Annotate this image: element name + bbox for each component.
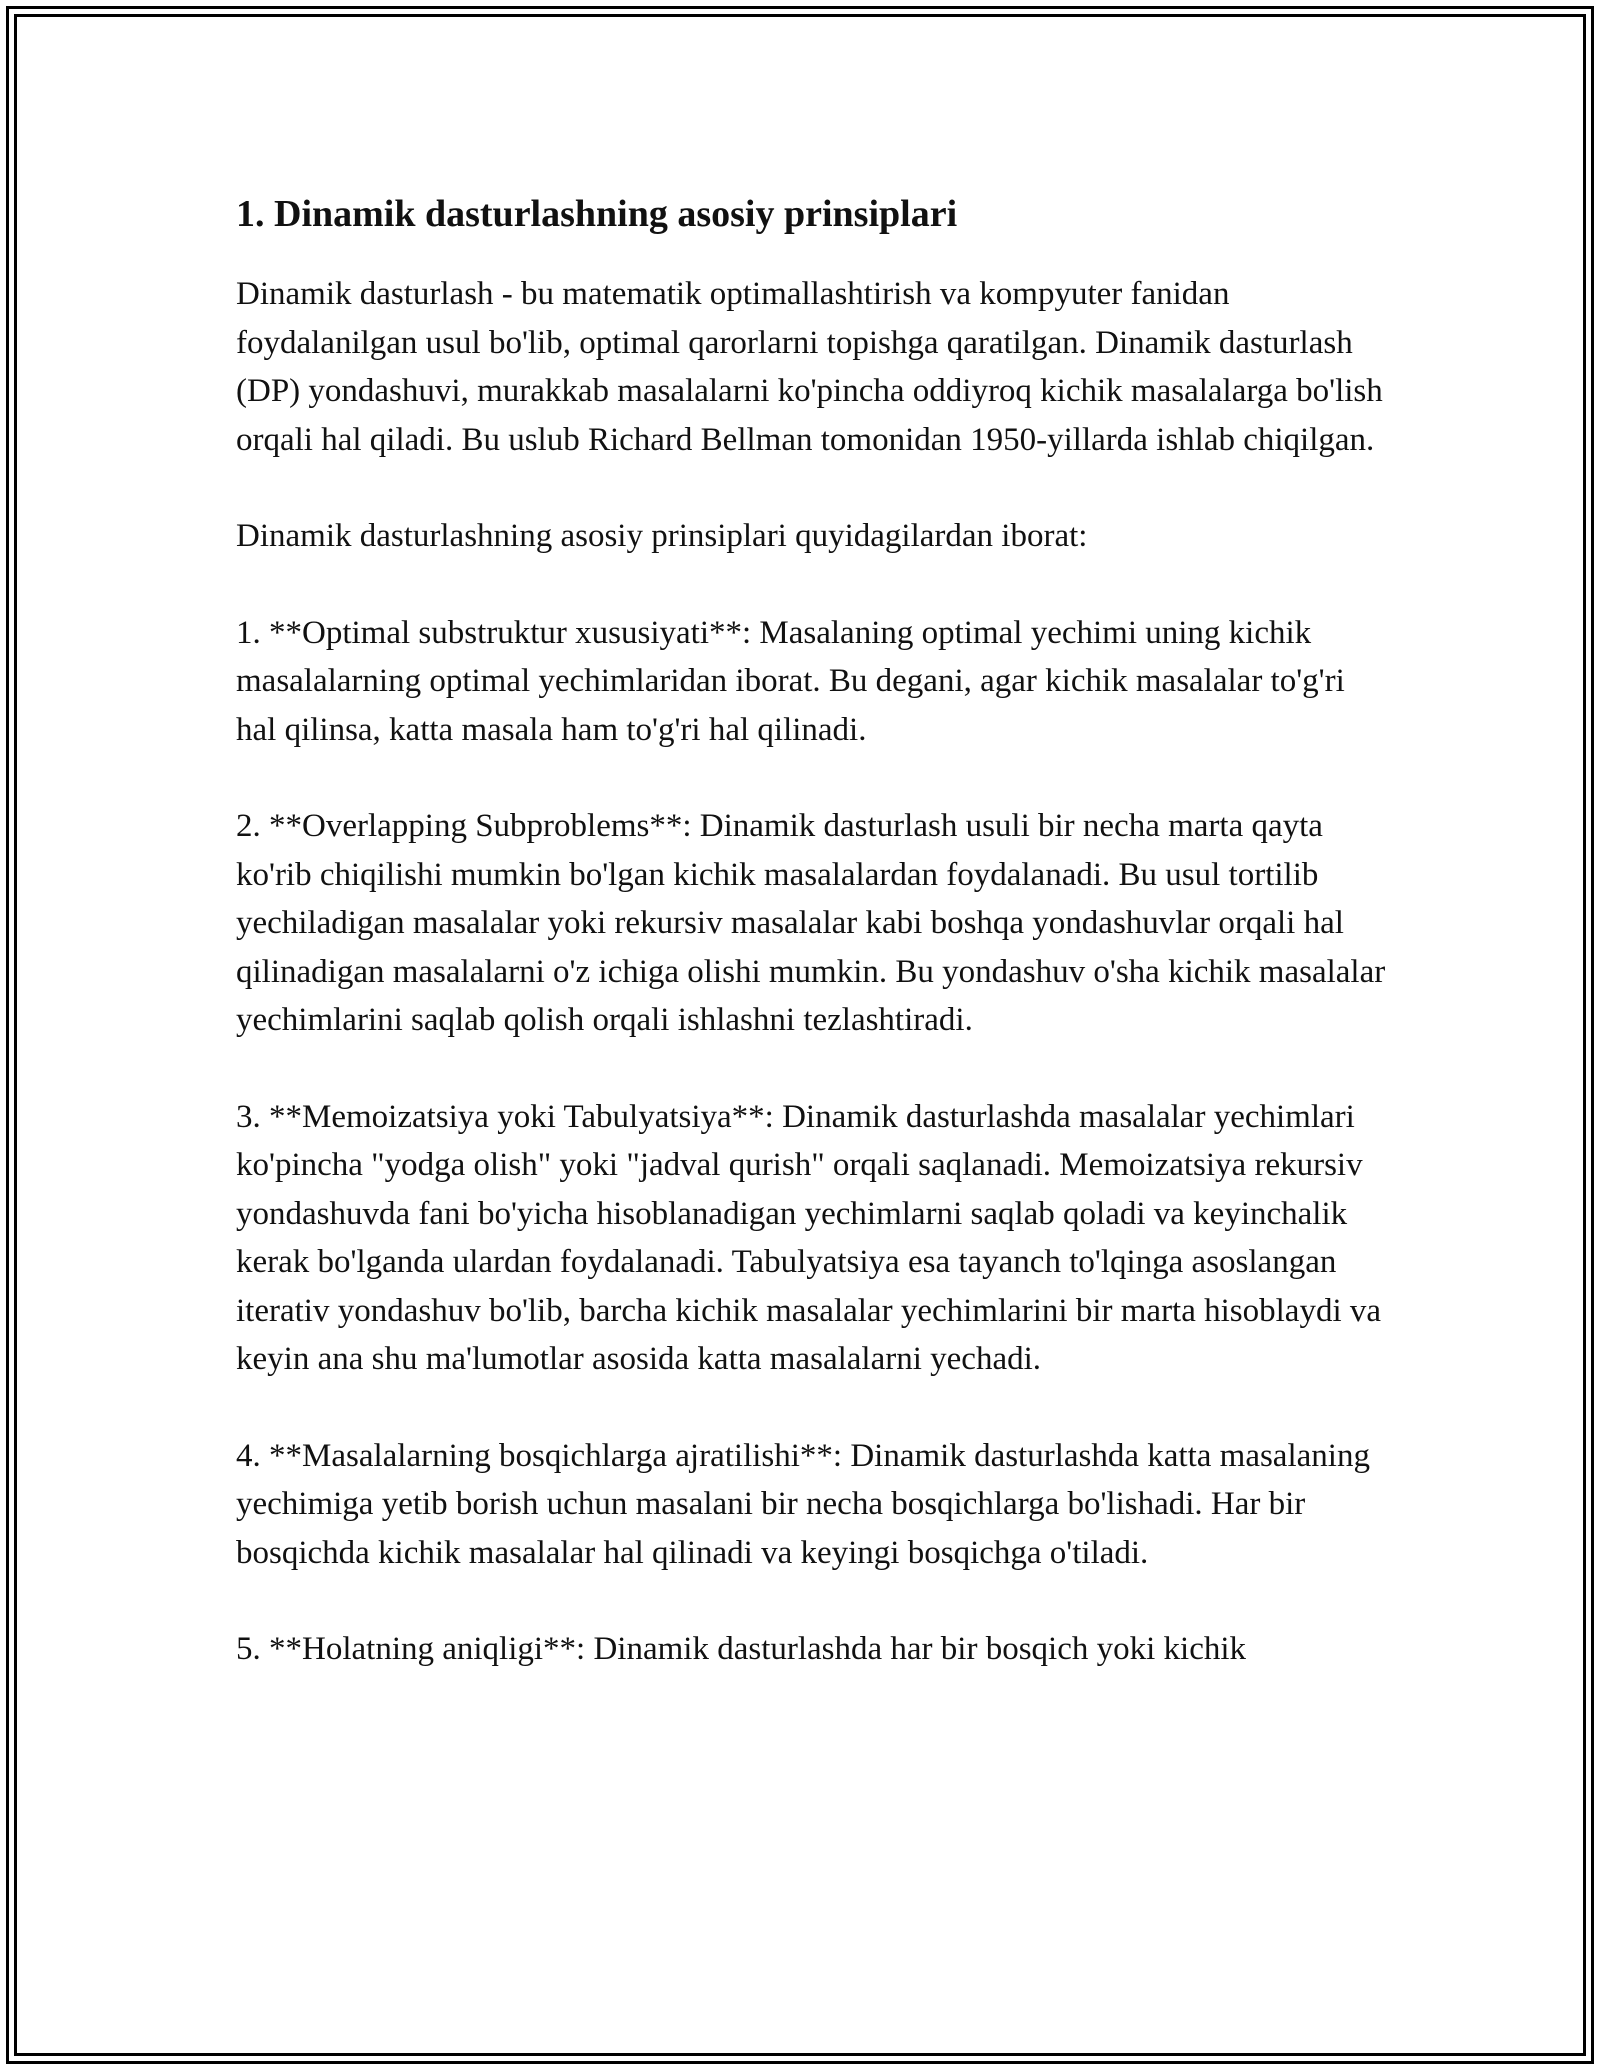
paragraph-principles-lead: Dinamik dasturlashning asosiy prinsiplari quyidagilardan iborat:: [236, 518, 1088, 554]
paragraph-principle-1: 1. **Optimal substruktur xususiyati**: Masalaning optimal yechimi uning kichik masalalarning optimal yechimlaridan iborat. Bu degani, agar kichik masalalar to'g'ri hal qilinsa, katta masala ham to'g'ri hal qilinadi.: [236, 614, 1345, 748]
paragraph-principle-4: 4. **Masalalarning bosqichlarga ajratilishi**: Dinamik dasturlashda katta masalaning yechimiga yetib borish uchun masalani bir necha bosqichlarga bo'lishadi. Har bir bosqichda kichik masalalar hal qilinadi va keyingi bosqichga o'tiladi.: [236, 1437, 1370, 1571]
paragraph-principle-2: 2. **Overlapping Subproblems**: Dinamik dasturlash usuli bir necha marta qayta ko'rib chiqilishi mumkin bo'lgan kichik masalalardan foydalanadi. Bu usul tortilib yechiladigan masalalar yoki rekursiv masalalar kabi boshqa yondashuvlar orqali hal qilinadigan masalalarni o'z ichiga olishi mumkin. Bu yondashuv o'sha kichik masalalar yechimlarini saqlab qolish orqali ishlashni tezlashtiradi.: [236, 808, 1386, 1038]
paragraph-principle-3: 3. **Memoizatsiya yoki Tabulyatsiya**: Dinamik dasturlashda masalalar yechimlari ko'pincha "yodga olish" yoki "jadval qurish" orqali saqlanadi. Memoizatsiya rekursiv yondashuvda fani bo'yicha hisoblanadigan yechimlarni saqlab qoladi va keyinchalik kerak bo'lganda ulardan foydalanadi. Tabulyatsiya esa tayanch to'lqinga asoslangan iterativ yondashuv bo'lib, barcha kichik masalalar yechimlarini bir marta hisoblaydi va keyin ana shu ma'lumotlar asosida katta masalalarni yechadi.: [236, 1098, 1382, 1377]
paragraph-principle-5: 5. **Holatning aniqligi**: Dinamik dasturlashda har bir bosqich yoki kichik: [236, 1631, 1247, 1667]
paragraph-intro: Dinamik dasturlash - bu matematik optimallashtirish va kompyuter fanidan foydalanilgan usul bo'lib, optimal qarorlarni topishga qaratilgan. Dinamik dasturlash (DP) yondashuvi, murakkab masalalarni ko'pincha oddiyroq kichik masalalarga bo'lish orqali hal qiladi. Bu uslub Richard Bellman tomonidan 1950-yillarda ishlab chiqilgan.: [236, 276, 1383, 458]
section-heading: 1. Dinamik dasturlashning asosiy prinsiplari: [236, 193, 958, 235]
document-body: [236, 188, 1386, 1722]
